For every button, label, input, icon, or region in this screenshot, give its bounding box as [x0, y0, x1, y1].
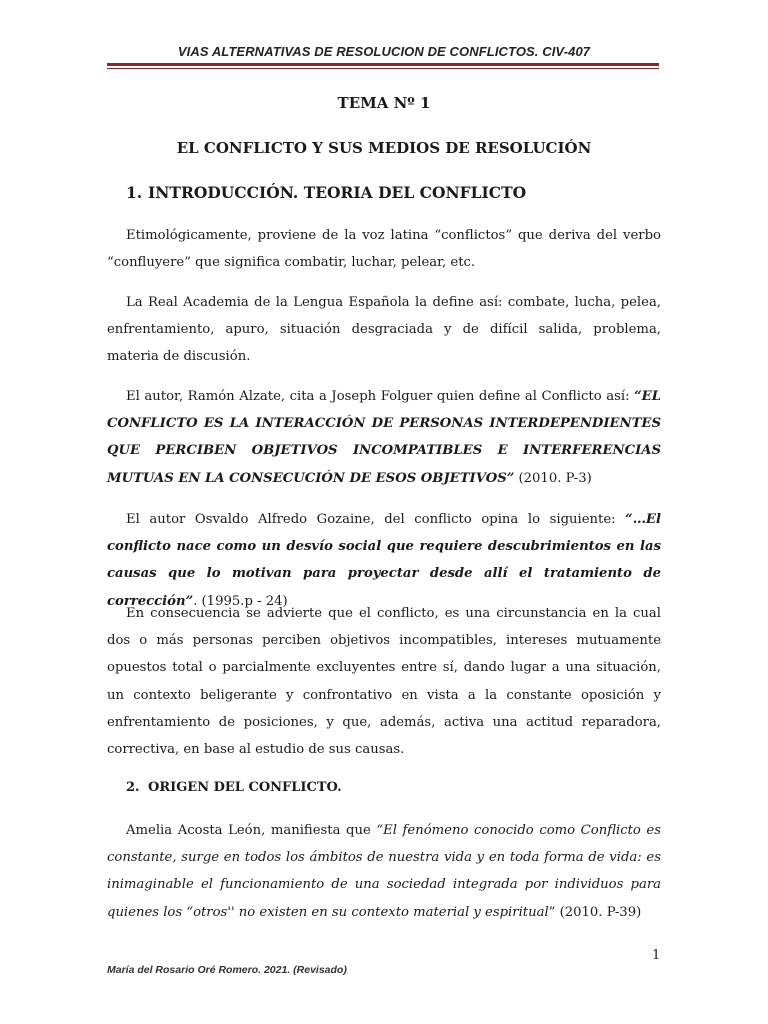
p4-citation: . (1995.p - 24)	[193, 593, 288, 609]
section-2-title: ORIGEN DEL CONFLICTO.	[148, 780, 342, 795]
paragraph-etymology: Etimológicamente, proviene de la voz latina “conflictos” que deriva del verbo “confluyere” que significa combatir, luchar, pelear, etc.	[107, 228, 661, 271]
running-footer: María del Rosario Oré Romero. 2021. (Revisado)	[107, 964, 347, 976]
paragraph-acosta-quote	[107, 817, 661, 926]
section-2-heading	[126, 780, 342, 795]
p3-citation: (2010. P-3)	[514, 470, 592, 486]
p4-quote: “…El conflicto nace como un desvío social que requiere descubrimientos en las causas que lo motivan para proyectar desde allí el tratamiento de corrección”	[107, 512, 661, 609]
tema-title: TEMA Nº 1	[337, 94, 431, 112]
section-1-number: 1.	[126, 183, 143, 202]
p6-intro: Amelia Acosta León, manifiesta que	[126, 823, 377, 838]
section-1-heading	[126, 183, 526, 202]
paragraph-rae-definition: La Real Academia de la Lengua Española la define así: combate, lucha, pelea, enfrentamiento, apuro, situación desgraciada y de difícil salida, problema, materia de discusión.	[107, 295, 661, 365]
p6-quote: “El fenómeno conocido como Conflicto es constante, surge en todos los ámbitos de nuestra vida y en toda forma de vida: es inimaginable el funcionamiento de una sociedad integrada por individuos para quienes los “otros'' no existen en su contexto material y espiritual	[107, 823, 661, 920]
header-rule-thick	[107, 63, 659, 66]
chapter-subtitle: EL CONFLICTO Y SUS MEDIOS DE RESOLUCIÓN	[176, 139, 592, 157]
page-number: 1	[652, 948, 661, 963]
p3-intro: El autor, Ramón Alzate, cita a Joseph Folguer quien define al Conflicto así:	[126, 389, 635, 404]
p6-citation: ” (2010. P-39)	[548, 904, 642, 920]
header-rule-thin	[107, 68, 659, 69]
section-1-title: INTRODUCCIÓN. TEORIA DEL CONFLICTO	[148, 183, 527, 202]
paragraph-folguer-quote	[107, 383, 661, 492]
p3-quote: “EL CONFLICTO ES LA INTERACCIÓN DE PERSONAS INTERDEPENDIENTES QUE PERCIBEN OBJETIVOS INCOMPATIBLES E INTERFERENCIAS MUTUAS EN LA CONSECUCIÓN DE ESOS OBJETIVOS”	[107, 389, 661, 486]
section-2-number: 2.	[126, 780, 140, 795]
paragraph-consequence: En consecuencia se advierte que el conflicto, es una circunstancia en la cual dos o más personas perciben objetivos incompatibles, intereses mutuamente opuestos total o parcialmente excluyentes entre sí, dando lugar a una situación, un contexto beligerante y confrontativo en vista a la constante oposición y enfrentamiento de posiciones, y que, además, activa una actitud reparadora, correctiva, en base al estudio de sus causas.	[107, 606, 661, 758]
paragraph-gozaine-quote	[107, 506, 661, 615]
running-header: VIAS ALTERNATIVAS DE RESOLUCION DE CONFLICTOS. CIV-407	[177, 44, 591, 59]
p4-intro: El autor Osvaldo Alfredo Gozaine, del conflicto opina lo siguiente:	[126, 512, 626, 527]
